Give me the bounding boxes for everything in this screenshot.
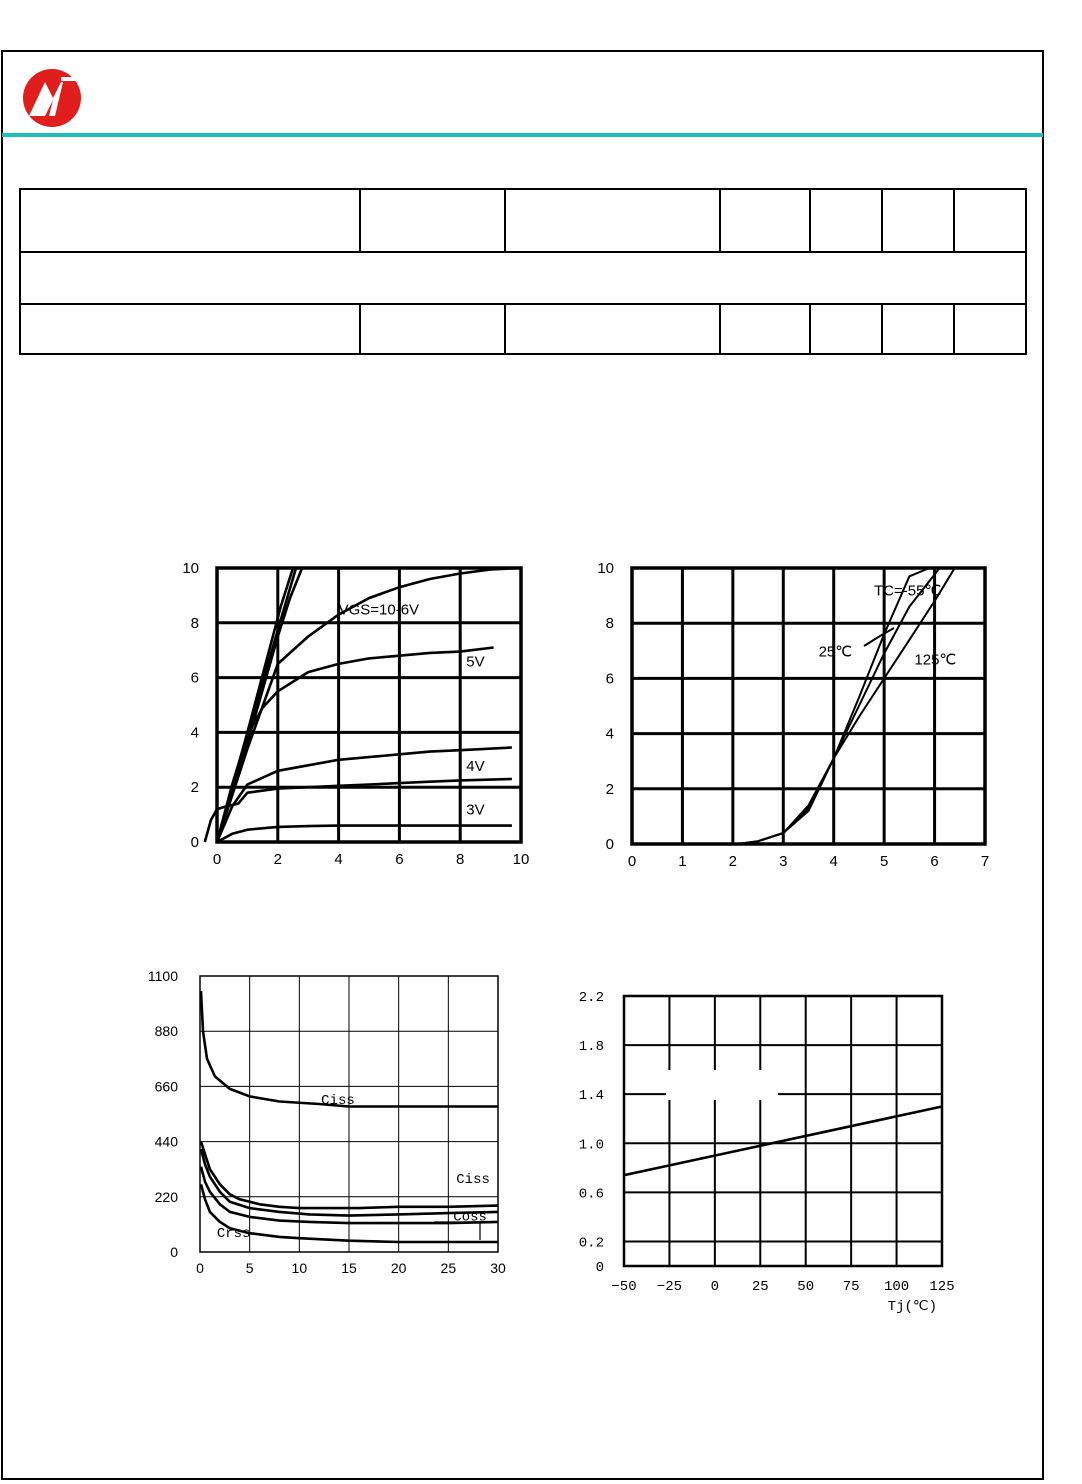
x-tick-label: 25: [751, 1279, 769, 1295]
curve-label: 125℃: [914, 651, 957, 669]
y-tick-label: 2: [190, 779, 199, 797]
y-tick-label: 880: [154, 1023, 178, 1040]
x-axis-label: Tj(℃): [887, 1299, 937, 1315]
y-tick-label: 0: [605, 836, 614, 853]
x-tick-label: 125: [929, 1279, 955, 1295]
series-line: [624, 1107, 942, 1176]
y-tick-label: 6: [190, 669, 199, 687]
y-tick-label: 8: [605, 615, 614, 633]
x-tick-label: 6: [930, 853, 939, 870]
x-tick-label: −25: [656, 1279, 683, 1295]
x-tick-label: 0: [196, 1260, 204, 1276]
x-tick-label: 0: [710, 1279, 720, 1295]
x-tick-label: 4: [829, 853, 838, 870]
y-tick-label: 440: [154, 1133, 178, 1150]
x-tick-label: 10: [291, 1260, 308, 1276]
x-tick-label: 0: [212, 851, 222, 868]
x-tick-label: 15: [341, 1260, 357, 1276]
curve-label: Ciss: [321, 1092, 355, 1109]
x-tick-label: 0: [627, 853, 637, 870]
x-tick-label: 2: [728, 853, 738, 870]
y-tick-label: 2.2: [578, 990, 604, 1006]
curve-label: Coss: [453, 1209, 487, 1226]
x-tick-label: 50: [797, 1279, 815, 1295]
curve-label: 25℃: [818, 643, 853, 661]
x-tick-label: 4: [334, 851, 343, 868]
y-tick-label: 10: [597, 560, 614, 577]
y-tick-label: 0: [170, 1244, 178, 1260]
y-tick-label: 660: [154, 1078, 178, 1095]
curve-label: VGS=10-6V: [338, 601, 420, 619]
curve-label: TC=-55℃: [874, 582, 942, 600]
x-tick-label: 3: [779, 853, 788, 870]
x-tick-label: 5: [879, 853, 889, 870]
y-tick-label: 1.8: [578, 1039, 604, 1056]
curve-label: Ciss: [456, 1172, 490, 1188]
y-tick-label: 4: [190, 724, 199, 742]
y-tick-label: 10: [182, 560, 199, 577]
y-tick-label: 4: [605, 725, 614, 743]
x-tick-label: 1: [678, 853, 687, 870]
x-tick-label: 75: [842, 1279, 860, 1295]
y-tick-label: 0.2: [578, 1235, 604, 1252]
y-tick-label: 2: [605, 780, 614, 798]
y-tick-label: 0.6: [578, 1186, 604, 1203]
x-tick-label: 25: [440, 1260, 457, 1276]
y-tick-label: 8: [190, 614, 199, 632]
y-tick-label: 6: [605, 670, 614, 688]
x-tick-label: −50: [611, 1279, 637, 1295]
curve-label: 3V: [466, 801, 485, 819]
y-tick-label: 220: [154, 1188, 178, 1205]
x-tick-label: 8: [456, 851, 465, 868]
x-tick-label: 30: [490, 1260, 506, 1276]
x-tick-label: 5: [245, 1260, 254, 1276]
y-tick-label: 1100: [147, 968, 178, 984]
y-tick-label: 0: [595, 1260, 604, 1276]
curve-label: 4V: [466, 757, 485, 775]
curve-label: 5V: [466, 653, 485, 671]
x-tick-label: 6: [395, 851, 404, 868]
y-tick-label: 0: [190, 834, 199, 851]
x-tick-label: 7: [980, 853, 990, 870]
curve-label: Crss: [216, 1225, 251, 1242]
x-tick-label: 100: [883, 1279, 910, 1295]
y-tick-label: 1.0: [578, 1137, 604, 1154]
legend-blank: [666, 1070, 778, 1100]
x-tick-label: 2: [273, 851, 282, 868]
y-tick-label: 1.4: [578, 1088, 604, 1105]
plot-frame: [624, 996, 942, 1266]
x-tick-label: 20: [390, 1260, 407, 1276]
x-tick-label: 10: [512, 851, 530, 868]
